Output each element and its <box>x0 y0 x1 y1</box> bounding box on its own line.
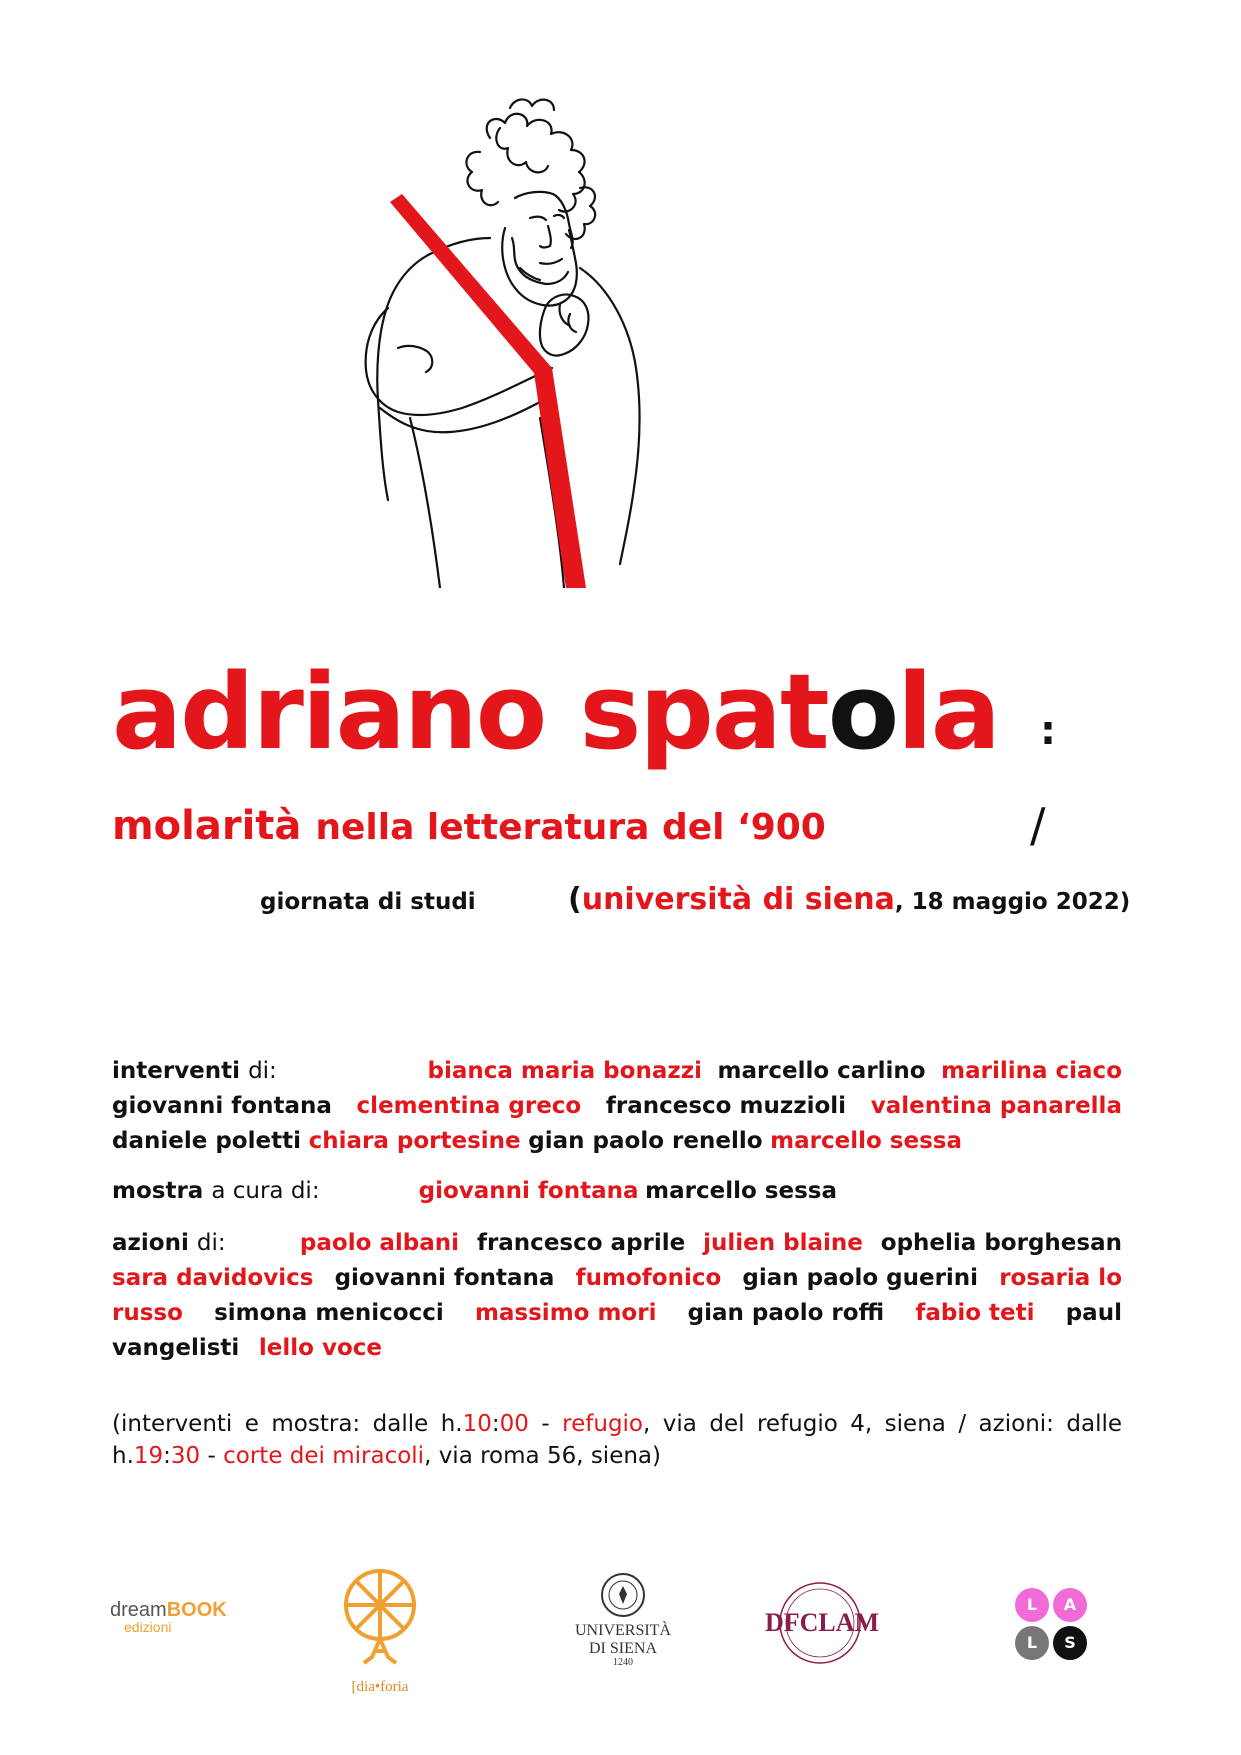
venue-refugio: refugio <box>562 1411 644 1437</box>
interventi-line-2 <box>112 1095 1122 1118</box>
event-venue-date <box>568 882 1130 917</box>
dreambook-logo: dreamBOOK edizioni <box>110 1599 227 1635</box>
speaker-name: daniele poletti <box>112 1128 301 1154</box>
mostra-label: mostra a cura di: <box>112 1178 320 1204</box>
azioni-label: azioni di: <box>112 1230 226 1256</box>
title-colon: : <box>1040 708 1056 754</box>
speaker-name: valentina panarella <box>870 1093 1122 1119</box>
diaforia-logo: [dia•foria <box>335 1565 425 1695</box>
event-kind: giornata di studi <box>260 889 476 915</box>
main-title <box>112 651 999 773</box>
performer-name: francesco aprile <box>476 1230 686 1256</box>
speaker-name: marcello carlino <box>717 1058 926 1084</box>
azioni-line-3 <box>112 1302 1122 1325</box>
portrait-illustration <box>340 68 720 588</box>
unisi-logo: UNIVERSITÀ DI SIENA 1240 <box>568 1572 678 1682</box>
speaker-name: giovanni fontana <box>112 1093 332 1119</box>
performer-name: paul <box>1065 1300 1122 1326</box>
event-date: , 18 maggio 2022) <box>894 889 1131 915</box>
subtitle <box>112 803 826 849</box>
dfclam-logo: DFCLAM <box>765 1578 875 1668</box>
performer-name: lello voce <box>258 1335 382 1361</box>
subtitle-slash: / <box>1030 798 1046 852</box>
azioni-line-2 <box>112 1267 1122 1290</box>
speaker-name: marilina ciaco <box>941 1058 1122 1084</box>
performer-name: paolo albani <box>299 1230 460 1256</box>
lals-logo: L A L S <box>1015 1588 1091 1664</box>
schedule-notes: (interventi e mostra: dalle h.10:00 - refugio, via del refugio 4, siena / azioni: dalle h.19:30 - corte dei miracoli, via roma 56, siena) <box>112 1411 1122 1469</box>
performer-name: gian paolo roffi <box>687 1300 885 1326</box>
speaker-name: marcello sessa <box>770 1128 962 1154</box>
speaker-name: francesco muzzioli <box>605 1093 847 1119</box>
performer-name: sara davidovics <box>112 1265 314 1291</box>
performer-name: giovanni fontana <box>334 1265 555 1291</box>
speaker-name: gian paolo renello <box>528 1128 763 1154</box>
performer-name: russo <box>112 1300 183 1326</box>
open-paren: ( <box>568 882 582 917</box>
subtitle-rest: nella letteratura del ‘900 <box>315 807 826 848</box>
performer-name: fabio teti <box>915 1300 1035 1326</box>
speaker-name: chiara portesine <box>308 1128 521 1154</box>
performer-name: fumofonico <box>575 1265 722 1291</box>
event-place: università di siena <box>581 882 895 917</box>
performer-name: massimo mori <box>474 1300 657 1326</box>
mostra-line <box>112 1180 837 1203</box>
venue-corte-dei-miracoli: corte dei miracoli <box>223 1443 425 1469</box>
speaker-name: bianca maria bonazzi <box>427 1058 702 1084</box>
azioni-line-1 <box>112 1232 1122 1255</box>
speaker-name: clementina greco <box>356 1093 582 1119</box>
performer-name: julien blaine <box>703 1230 863 1256</box>
unisi-seal-icon <box>598 1572 648 1618</box>
title-part-2: o <box>827 651 898 773</box>
curator-name: marcello sessa <box>645 1178 837 1204</box>
interventi-line-3 <box>112 1130 962 1153</box>
subtitle-bold: molarità <box>112 803 302 849</box>
curator-name: giovanni fontana <box>418 1178 639 1204</box>
interventi-label: interventi di: <box>112 1058 277 1084</box>
performer-name: gian paolo guerini <box>742 1265 979 1291</box>
azioni-line-4 <box>112 1337 382 1360</box>
performer-name: simona menicocci <box>214 1300 444 1326</box>
performer-name: rosaria lo <box>999 1265 1122 1291</box>
title-part-3: la <box>897 651 999 773</box>
diaforia-wheel-icon <box>335 1565 425 1675</box>
performer-name: vangelisti <box>112 1335 240 1361</box>
interventi-line-1 <box>112 1060 1122 1083</box>
title-part-1: adriano spat <box>112 651 828 773</box>
performer-name: ophelia borghesan <box>880 1230 1122 1256</box>
